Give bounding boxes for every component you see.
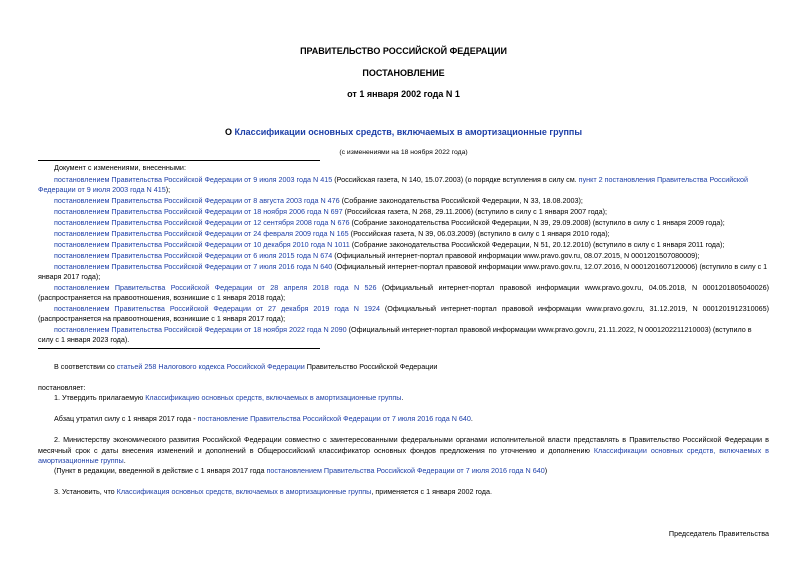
amendment-item: постановлением Правительства Российской Федерации от 24 февраля 2009 года N 165 (Российская газета, N 39, 06.03.2009) (вступило в силу с 1 января 2010 года); — [54, 229, 610, 238]
divider-top — [38, 160, 320, 161]
amendment-item: постановлением Правительства Российской Федерации от 9 июля 2003 года N 415 (Российская газета, N 140, 15.07.2003) (о порядке вступления в силу см. пункт 2 постановления Правительства Российской — [54, 175, 749, 184]
amendment-link[interactable]: постановление Правительства Российской Федерации от 7 июля 2016 года N 640 — [197, 414, 471, 423]
doc-title — [0, 127, 807, 137]
doc-type: ПОСТАНОВЛЕНИЕ — [362, 68, 445, 78]
amendment-link[interactable]: постановлением Правительства Российской Федерации от 18 ноября 2022 года N 2090 — [54, 325, 347, 334]
paragraph-1: 1. Утвердить прилагаемую Классификацию основных средств, включаемых в амортизационные группы. — [54, 393, 404, 402]
amendment-link[interactable]: постановлением Правительства Российской Федерации от 24 февраля 2009 года N 165 — [54, 229, 349, 238]
amendment-link[interactable]: постановлением Правительства Российской Федерации от 27 декабря 2019 года N 1924 — [54, 304, 380, 313]
amendment-item-cont: Федерации от 9 июля 2003 года N 415); — [38, 185, 171, 194]
amendment-item: постановлением Правительства Российской Федерации от 18 ноября 2022 года N 2090 (Официальный интернет-портал правовой информации www.pravo.gov.ru, 21.11.2022, N 0001202211210003) (вступило в — [54, 325, 752, 334]
classification-link[interactable]: Классификацию основных средств, включаемых в амортизационные группы — [145, 393, 402, 402]
amendment-item: постановлением Правительства Российской Федерации от 18 ноября 2006 года N 697 (Российская газета, N 268, 29.11.2006) (вступило в силу с 1 января 2007 года); — [54, 207, 608, 216]
amendment-item-cont: (распространяется на правоотношения, возникшие с 1 января 2017 года); — [38, 314, 286, 323]
paragraph-1-note: Абзац утратил силу с 1 января 2017 года - постановление Правительства Российской Федерации от 7 июля 2016 года N 640. — [54, 414, 473, 423]
amendment-link[interactable]: постановлением Правительства Российской Федерации от 9 июля 2003 года N 415 — [54, 175, 333, 184]
org-name: ПРАВИТЕЛЬСТВО РОССИЙСКОЙ ФЕДЕРАЦИИ — [300, 46, 507, 56]
amendments-intro: Документ с изменениями, внесенными: — [54, 163, 186, 172]
paragraph-2-line-2: месячный срок с даты внесения изменений и дополнений в Общероссийский классификатор основных фондов предложения по уточнению и дополнению Классификации основных средств, включаемых в — [38, 446, 770, 455]
paragraph-2-line-3: амортизационные группы. — [38, 456, 126, 465]
amendment-item: постановлением Правительства Российской Федерации от 12 сентября 2008 года N 676 (Собрание законодательства Российской Федерации, N 39, 29.09.2008) (вступило в силу с 1 января 2009 года); — [54, 218, 725, 227]
divider-bottom — [38, 348, 320, 349]
amendment-item: постановлением Правительства Российской Федерации от 28 апреля 2018 года N 526 (Официальный интернет-портал правовой информации www.pravo.gov.ru, 04.05.2018, N 0001201805040026) — [54, 283, 769, 292]
amendment-item-cont: (распространяется на правоотношения, возникшие с 1 января 2018 года); — [38, 293, 286, 302]
doc-title-link[interactable]: Классификации основных средств, включаемых в амортизационные группы — [234, 127, 583, 137]
amendment-link[interactable]: постановлением Правительства Российской Федерации от 8 августа 2003 года N 476 — [54, 196, 340, 205]
amendment-link[interactable]: постановлением Правительства Российской Федерации от 18 ноября 2006 года N 697 — [54, 207, 343, 216]
amendment-item: постановлением Правительства Российской Федерации от 6 июля 2015 года N 674 (Официальный интернет-портал правовой информации www.pravo.gov.ru, 08.07.2015, N 0001201507080009); — [54, 251, 700, 260]
amendment-link[interactable]: Федерации от 9 июля 2003 года N 415 — [38, 185, 166, 194]
amendment-link[interactable]: постановлением Правительства Российской Федерации от 10 декабря 2010 года N 1011 — [54, 240, 350, 249]
classification-link[interactable]: Классификация основных средств, включаемых в амортизационные группы — [116, 487, 372, 496]
amendment-link[interactable]: постановлением Правительства Российской Федерации от 6 июля 2015 года N 674 — [54, 251, 333, 260]
amendment-link[interactable]: постановлением Правительства Российской Федерации от 28 апреля 2018 года N 526 — [54, 283, 377, 292]
amendment-item-cont: января 2017 года); — [38, 272, 101, 281]
amendment-item: постановлением Правительства Российской Федерации от 10 декабря 2010 года N 1011 (Собрание законодательства Российской Федерации, N 51, 20.12.2010) (вступило в силу с 1 января 2011 года); — [54, 240, 725, 249]
doc-title-prefix: О — [224, 127, 235, 137]
basis-paragraph: В соответствии со статьей 258 Налогового кодекса Российской Федерации Правительство Российской Федерации — [54, 362, 438, 371]
amendment-link[interactable]: постановлением Правительства Российской Федерации от 12 сентября 2008 года N 676 — [54, 218, 350, 227]
amendment-item-cont: силу с 1 января 2023 года). — [38, 335, 130, 344]
classification-link[interactable]: Классификации основных средств, включаемых в — [593, 446, 770, 455]
amendment-item: постановлением Правительства Российской Федерации от 27 декабря 2019 года N 1924 (Официальный интернет-портал правовой информации www.pravo.gov.ru, 31.12.2019, N 0001201912310065) — [54, 304, 769, 313]
amendment-link-secondary[interactable]: пункт 2 постановления Правительства Российской — [578, 175, 749, 184]
amendment-item: постановлением Правительства Российской Федерации от 8 августа 2003 года N 476 (Собрание законодательства Российской Федерации, N 33, 18.08.2003); — [54, 196, 583, 205]
tax-code-link[interactable]: статьей 258 Налогового кодекса Российской Федерации — [116, 362, 305, 371]
paragraph-2-line-1: 2. Министерству экономического развития Российской Федерации совместно с заинтересованными федеральными органами исполнительной власти представлять в Правительство Российской Федерации в — [54, 435, 769, 444]
amendment-link[interactable]: постановлением Правительства Российской Федерации от 7 июля 2016 года N 640 — [266, 466, 545, 475]
paragraph-3: 3. Установить, что Классификация основных средств, включаемых в амортизационные группы, применяется с 1 января 2002 года. — [54, 487, 492, 496]
edition-note: (с изменениями на 18 ноября 2022 года) — [339, 149, 468, 156]
amendment-item: постановлением Правительства Российской Федерации от 7 июля 2016 года N 640 (Официальный интернет-портал правовой информации www.pravo.gov.ru, 12.07.2016, N 0001201607120006) (вступило в силу с 1 — [54, 262, 768, 271]
doc-date-number: от 1 января 2002 года N 1 — [347, 89, 460, 99]
amendment-link[interactable]: постановлением Правительства Российской Федерации от 7 июля 2016 года N 640 — [54, 262, 333, 271]
classification-link[interactable]: амортизационные группы — [38, 456, 124, 465]
paragraph-2-note: (Пункт в редакции, введенной в действие с 1 января 2017 года постановлением Правительства Российской Федерации от 7 июля 2016 года N 640) — [54, 466, 548, 475]
resolves-label: постановляет: — [38, 383, 86, 392]
signature-title: Председатель Правительства — [668, 529, 769, 538]
